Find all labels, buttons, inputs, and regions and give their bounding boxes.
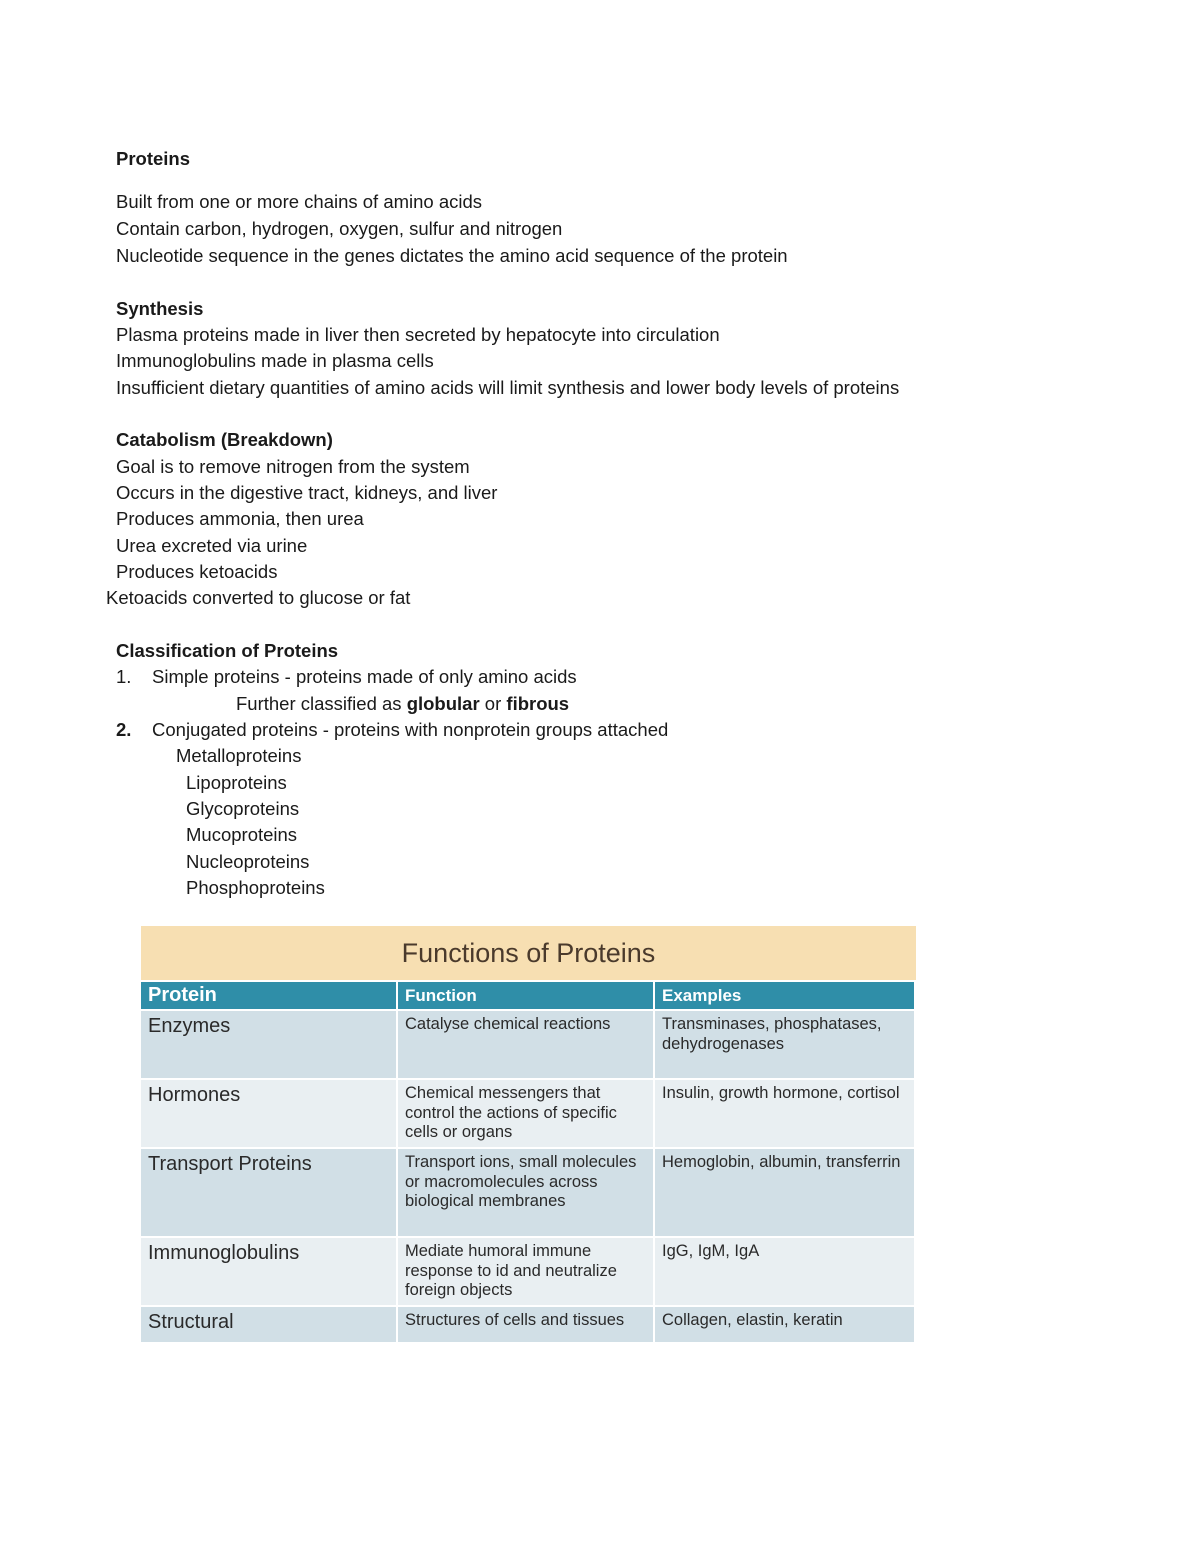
table-row [141, 1305, 916, 1342]
table-cell: Hemoglobin, albumin, transferrin [655, 1147, 916, 1236]
column-header: Protein [141, 980, 398, 1009]
term-fibrous: fibrous [506, 693, 570, 714]
table-row [141, 1078, 916, 1147]
text-line: Contain carbon, hydrogen, oxygen, sulfur and nitrogen [116, 218, 563, 239]
sub-item: Phosphoproteins [186, 877, 325, 898]
text-line: Plasma proteins made in liver then secreted by hepatocyte into circulation [116, 324, 720, 345]
list-text: Conjugated proteins - proteins with nonprotein groups attached [152, 719, 669, 740]
table-cell: Structures of cells and tissues [398, 1305, 655, 1342]
text-line: Produces ketoacids [116, 561, 278, 582]
section-heading-proteins: Proteins [116, 148, 191, 169]
list-text: Simple proteins - proteins made of only amino acids [152, 666, 577, 687]
text-line: Urea excreted via urine [116, 535, 308, 556]
table-cell: Enzymes [141, 1009, 398, 1078]
text-line: Produces ammonia, then urea [116, 508, 364, 529]
sub-item: Nucleoproteins [186, 851, 310, 872]
text-line: Insufficient dietary quantities of amino acids will limit synthesis and lower body levels of proteins [116, 377, 900, 398]
table-cell: Structural [141, 1305, 398, 1342]
table-row [141, 1147, 916, 1236]
text-line: Occurs in the digestive tract, kidneys, and liver [116, 482, 498, 503]
column-header: Examples [655, 980, 916, 1009]
table-cell: Transport Proteins [141, 1147, 398, 1236]
sub-item-further-classified [236, 691, 569, 717]
table-cell: Transminases, phosphatases, dehydrogenases [655, 1009, 916, 1078]
text-line: Built from one or more chains of amino acids [116, 191, 483, 212]
sub-text-prefix: Further classified as [236, 693, 407, 714]
sub-text-mid: or [479, 693, 507, 714]
table-cell: Mediate humoral immune response to id and neutralize foreign objects [398, 1236, 655, 1305]
section-heading-catabolism: Catabolism (Breakdown) [116, 429, 333, 450]
table-cell: Insulin, growth hormone, cortisol [655, 1078, 916, 1147]
table-cell: Collagen, elastin, keratin [655, 1305, 916, 1342]
table-cell: Immunoglobulins [141, 1236, 398, 1305]
table-row [141, 1236, 916, 1305]
sub-item: Mucoproteins [186, 824, 298, 845]
section-heading-classification: Classification of Proteins [116, 640, 339, 661]
table-cell: Chemical messengers that control the actions of specific cells or organs [398, 1078, 655, 1147]
text-line: Goal is to remove nitrogen from the system [116, 456, 470, 477]
table-row [141, 1009, 916, 1078]
sub-item: Glycoproteins [186, 798, 300, 819]
text-line: Nucleotide sequence in the genes dictates the amino acid sequence of the protein [116, 245, 788, 266]
text-line: Ketoacids converted to glucose or fat [106, 587, 411, 608]
list-number: 1. [116, 666, 132, 687]
section-heading-synthesis: Synthesis [116, 298, 204, 319]
figure-title: Functions of Proteins [141, 926, 916, 980]
table-cell: Hormones [141, 1078, 398, 1147]
list-item-simple-proteins [116, 664, 577, 690]
list-item-conjugated-proteins [116, 717, 668, 743]
functions-table [141, 980, 916, 1342]
text-line: Immunoglobulins made in plasma cells [116, 350, 434, 371]
term-globular: globular [406, 693, 480, 714]
column-header: Function [398, 980, 655, 1009]
sub-item: Lipoproteins [186, 772, 287, 793]
table-header-row [141, 980, 916, 1009]
table-cell: Transport ions, small molecules or macromolecules across biological membranes [398, 1147, 655, 1236]
list-number: 2. [116, 719, 132, 740]
table-cell: Catalyse chemical reactions [398, 1009, 655, 1078]
functions-of-proteins-figure [141, 926, 916, 1342]
table-cell: IgG, IgM, IgA [655, 1236, 916, 1305]
sub-item: Metalloproteins [176, 745, 302, 766]
